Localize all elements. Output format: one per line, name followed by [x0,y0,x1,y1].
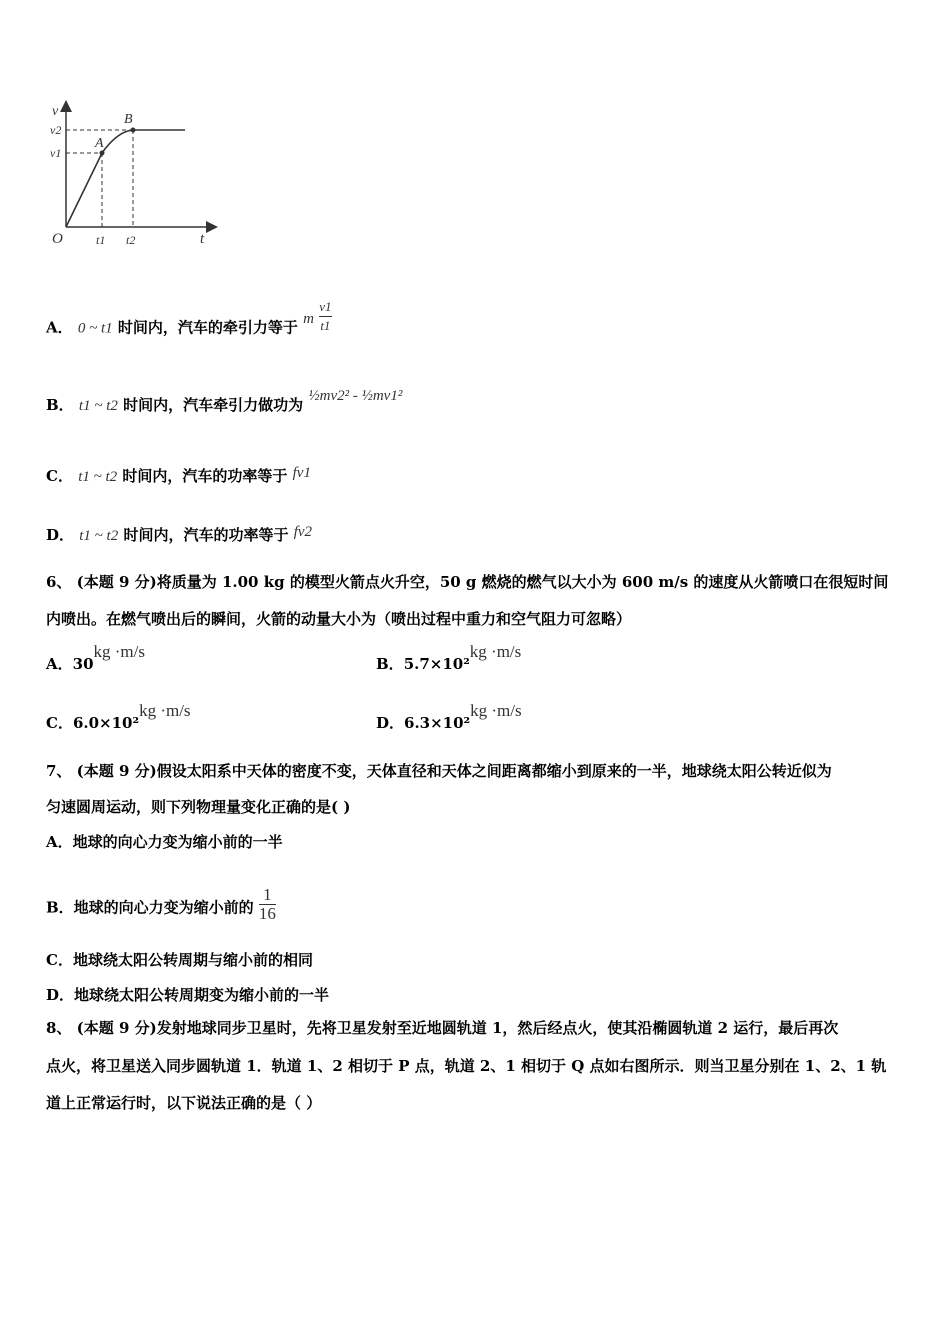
a-label: A [95,136,104,151]
point-a [100,151,105,156]
q5-option-c [46,466,311,487]
q6-option-d [376,701,522,733]
mass-symbol: m [303,310,314,327]
q6-stem-line1: 6、 (本题 9 分)将质量为 1.00 kg 的模型火箭点火升空，50 g 燃烧的燃气以大小为 600 m/s 的速度从火箭喷口在很短时间 [46,573,889,591]
option-label: C． [46,467,73,485]
q8-stem-line3: 道上正常运行时，以下说法正确的是（ ） [46,1094,322,1112]
velocity-curve [66,130,185,227]
q5-option-d [46,525,312,546]
option-text: 时间内，汽车的牵引力等于 [117,318,298,337]
option-text: 时间内，汽车的功率等于 [123,526,289,544]
t2-label: t2 [126,233,136,247]
time-range: t1 ~ t2 [78,469,118,485]
option-label: D． [376,714,405,732]
q7-option-c: C．地球绕太阳公转周期与缩小前的相同 [46,951,313,969]
option-label: C． [46,714,73,732]
time-range: t1 ~ t2 [78,398,118,414]
denominator: t1 [320,318,331,333]
q6-stem-line2: 内喷出。在燃气喷出后的瞬间，火箭的动量大小为（喷出过程中重力和空气阻力可忽略） [46,610,632,628]
v-axis-label: v [52,104,59,119]
option-label: A． [46,318,73,337]
numerator: v1 [319,299,332,314]
b-label: B [124,112,133,127]
t-axis-label: t [200,231,205,247]
q8-stem-line1: 8、 (本题 9 分)发射地球同步卫星时，先将卫星发射至近地圆轨道 1，然后经点火，使其沿椭圆轨道 2 运行，最后再次 [46,1019,839,1037]
fraction [259,886,276,923]
fraction [319,298,331,335]
q6-option-a [46,642,145,674]
q7-option-d: D．地球绕太阳公转周期变为缩小前的一半 [46,986,330,1004]
unit: kg ·m/s [139,701,191,720]
power-expression: fv1 [292,465,311,481]
unit: kg ·m/s [470,701,522,720]
q7-option-b [46,885,276,927]
q6-option-c [46,701,191,733]
numerator: 1 [263,885,272,904]
q7-stem-line1: 7、 (本题 9 分)假设太阳系中天体的密度不变，天体直径和天体之间距离都缩小到原来的一半，地球绕太阳公转近似为 [46,762,832,780]
work-expression: ½mv2² - ½mv1² [308,388,403,404]
time-range: t1 ~ t2 [79,528,119,544]
option-label: A． [46,655,73,673]
option-value: 5.7×10² [403,655,470,673]
option-value: 30 [72,655,94,673]
q5-option-a [46,299,332,347]
origin-label: O [52,231,63,247]
unit: kg ·m/s [93,642,145,661]
t1-label: t1 [96,233,106,247]
option-text: B．地球的向心力变为缩小前的 [46,898,254,917]
option-value: 6.0×10² [72,714,140,732]
option-label: B． [46,396,74,414]
point-b [131,128,136,133]
option-label: D． [46,526,75,544]
q7-stem-line2: 匀速圆周运动，则下列物理量变化正确的是( ) [46,798,351,816]
q5-option-b [46,388,403,416]
v1-label: v1 [50,146,62,160]
denominator: 16 [258,904,276,923]
q7-option-a: A．地球的向心力变为缩小前的一半 [46,833,283,851]
velocity-time-graph [40,95,230,255]
option-value: 6.3×10² [404,714,471,732]
option-text: 时间内，汽车牵引力做功为 [123,396,304,414]
unit: kg ·m/s [469,642,522,661]
time-range: 0 ~ t1 [77,320,113,337]
q6-option-b [376,642,522,674]
power-expression: fv2 [293,524,313,540]
q8-stem-line2: 点火，将卫星送入同步圆轨道 1．轨道 1、2 相切于 P 点，轨道 2、1 相切于 Q 点如右图所示．则当卫星分别在 1、2、1 轨 [46,1057,887,1075]
v2-label: v2 [50,123,62,137]
option-text: 时间内，汽车的功率等于 [122,467,288,485]
option-label: B． [376,655,404,673]
